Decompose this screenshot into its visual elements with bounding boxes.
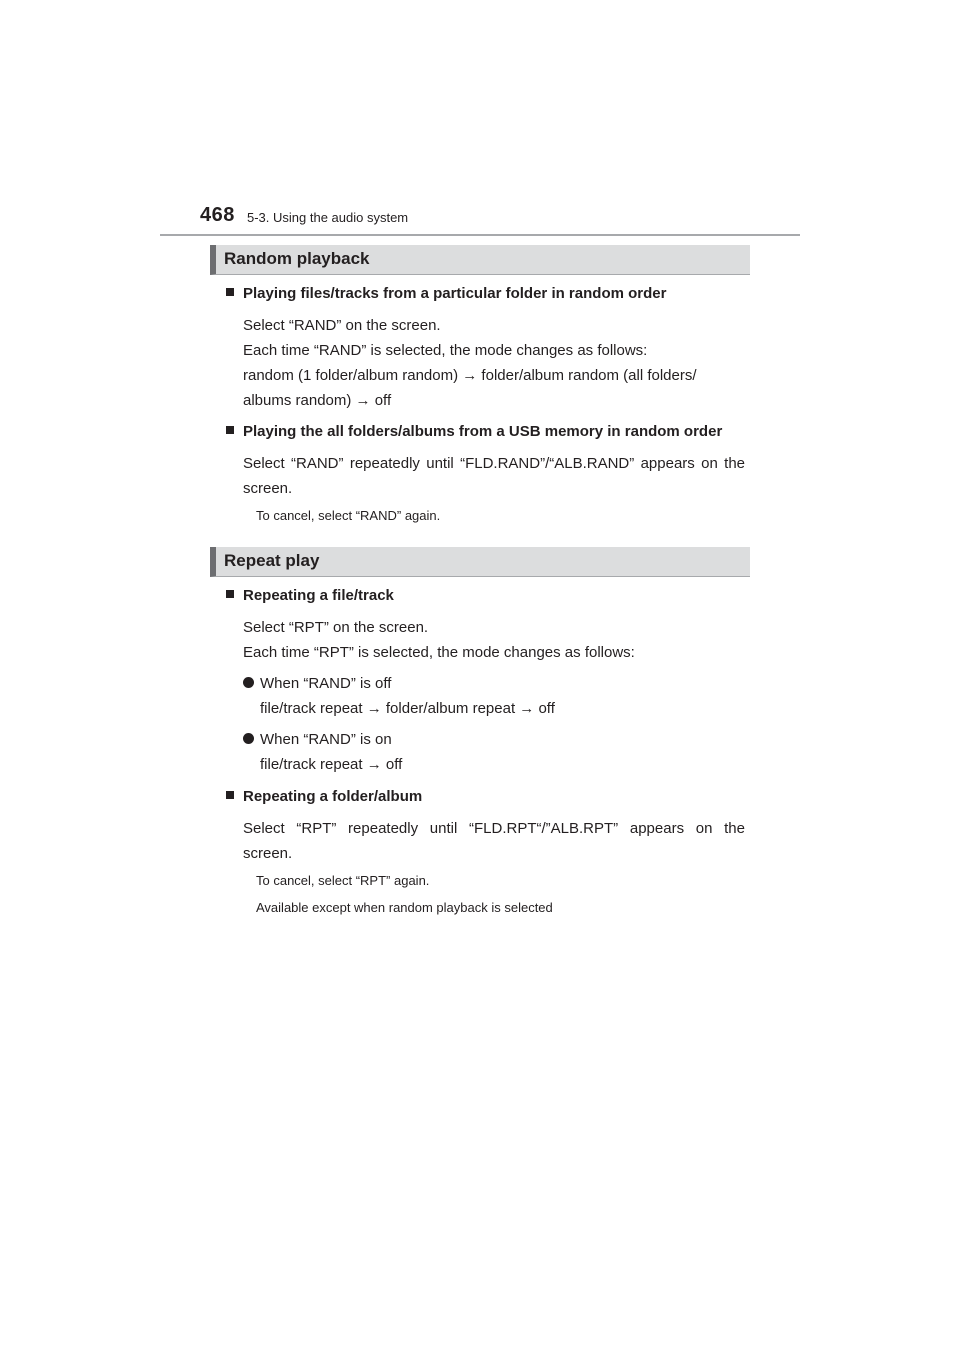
square-bullet-icon [226,426,234,434]
section-reference: 5-3. Using the audio system [247,210,409,225]
round-bullet-icon [243,677,254,688]
repeat-folder-instructions: Select “RPT” repeatedly until “FLD.RPT“/”ALB.RPT” appears on the screen. [243,820,745,862]
sequence-rand-off: file/track repeat → folder/album repeat → off [260,700,555,717]
page-number: 468 [200,204,235,226]
section-heading-random-playback [210,245,750,275]
sequence-rand-on: file/track repeat → off [260,756,403,773]
subheading-repeat-track: Repeating a file/track [226,587,394,604]
square-bullet-icon [226,590,234,598]
random-usb-instructions: Select “RAND” repeatedly until “FLD.RAND”/“ALB.RAND” appears on the screen. [243,455,745,497]
note-availability: Available except when random playback is selected [256,900,553,915]
subheading-random-usb: Playing the all folders/albums from a USB memory in random order [226,423,722,440]
note-cancel-rpt: To cancel, select “RPT” again. [256,873,430,888]
random-folder-instructions: Select “RAND” on the screen. Each time “RAND” is selected, the mode changes as follows: random (1 folder/album random) → folder/album random (all folders/ albums random) → off [243,317,697,409]
subheading-random-folder: Playing files/tracks from a particular folder in random order [226,285,666,302]
square-bullet-icon [226,288,234,296]
square-bullet-icon [226,791,234,799]
page-header [160,200,800,236]
subheading-repeat-folder: Repeating a folder/album [226,788,422,805]
note-cancel-rand: To cancel, select “RAND” again. [256,508,441,523]
section-title: Repeat play [224,551,320,570]
bullet-rand-off: When “RAND” is off [243,671,391,696]
bullet-rand-on: When “RAND” is on [243,727,392,752]
round-bullet-icon [243,733,254,744]
section-title: Random playback [224,249,370,268]
repeat-track-instructions: Select “RPT” on the screen. Each time “RPT” is selected, the mode changes as follows: [243,619,635,661]
section-heading-repeat-play [210,547,750,577]
